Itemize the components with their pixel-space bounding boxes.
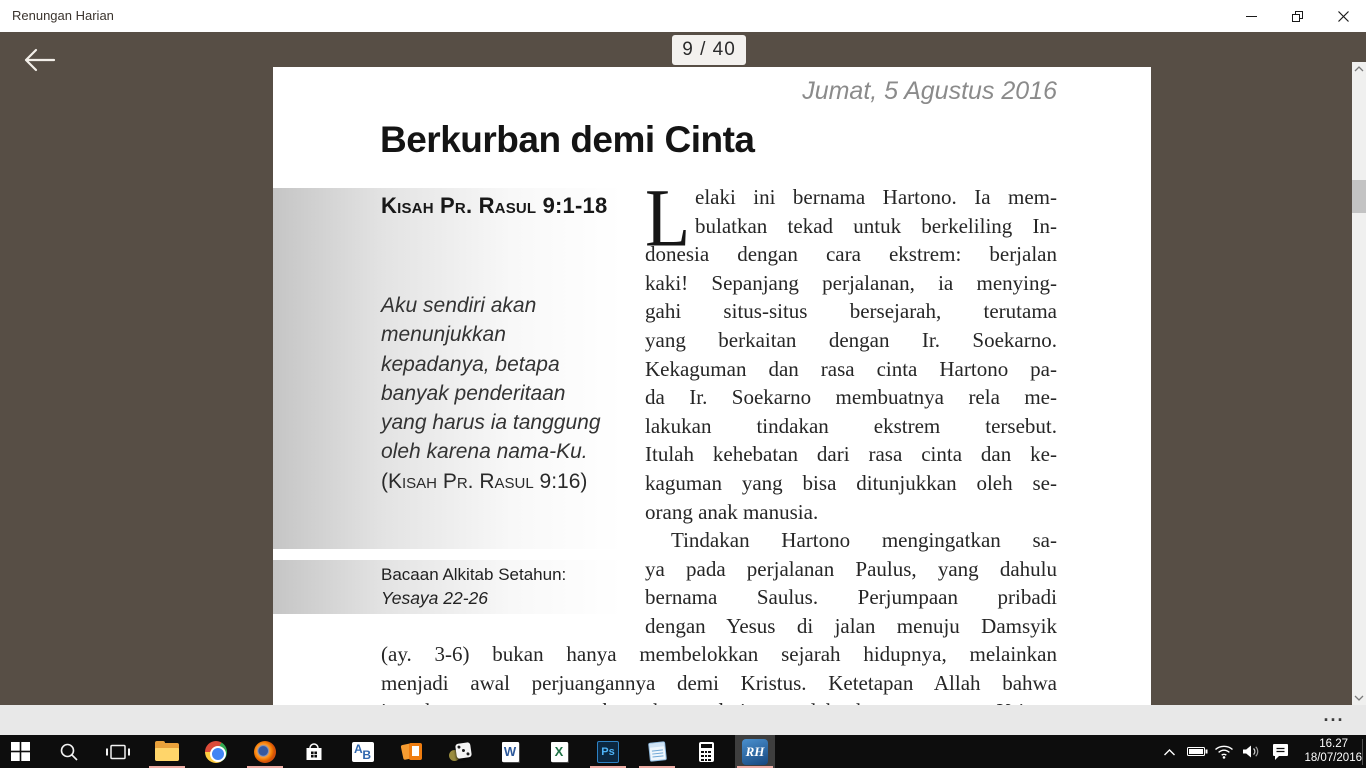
dictionary-ab-icon: A B [352, 742, 374, 762]
excel-icon: X [551, 742, 568, 762]
tray-show-hidden-icons-button[interactable] [1158, 735, 1180, 768]
body-line: Itulah kehebatan dari rasa cinta dan ke- [645, 442, 1057, 467]
taskbar-word-button[interactable] [490, 735, 530, 768]
tray-time: 16.27 [1319, 738, 1348, 750]
more-button[interactable]: ... [1323, 705, 1345, 725]
taskbar-calculator-button[interactable] [686, 735, 726, 768]
firefox-icon [254, 741, 276, 763]
body-line: gahi situs-situs bersejarah, terutama [645, 299, 1057, 324]
taskbar-dictionary-button[interactable] [343, 735, 383, 768]
document-page [273, 67, 1151, 705]
taskbar-orange-app-button[interactable] [392, 735, 432, 768]
search-icon [59, 742, 79, 762]
scrollbar-track[interactable] [1352, 62, 1366, 705]
body-line: yang berkaitan dengan Ir. Soekarno. [645, 327, 1057, 352]
quote-line: banyak penderitaan [381, 381, 566, 405]
body-line: ya pada perjalanan Paulus, yang dahulu [645, 556, 1057, 581]
back-arrow-icon [22, 47, 56, 73]
window-title: Renungan Harian [12, 8, 114, 23]
scroll-up-button[interactable] [1352, 62, 1366, 76]
taskbar-firefox-button[interactable] [245, 735, 285, 768]
restore-button[interactable] [1274, 0, 1320, 32]
windows-store-icon [304, 741, 324, 763]
taskbar-notepad-button[interactable] [637, 735, 677, 768]
taskbar [0, 735, 1366, 768]
body-line: donesia dengan cara ekstrem: berjalan [645, 242, 1057, 267]
scroll-down-button[interactable] [1352, 691, 1366, 705]
yearly-reading-value: Yesaya 22-26 [381, 588, 489, 608]
windows-logo-icon [11, 742, 30, 761]
taskbar-renungan-harian-button[interactable] [735, 735, 775, 768]
notepad-icon [648, 741, 667, 762]
title-bar [0, 0, 1366, 32]
scroll-up-icon [1354, 66, 1364, 72]
quote-line: kepadanya, betapa [381, 352, 560, 376]
tray-clock-button[interactable] [1292, 737, 1362, 767]
calculator-icon [699, 742, 714, 762]
taskbar-start-button[interactable] [0, 735, 40, 768]
scrollbar-thumb[interactable] [1352, 180, 1366, 213]
tray-volume-button[interactable] [1238, 735, 1264, 768]
tray-date: 18/07/2016 [1304, 752, 1362, 764]
taskbar-search-button[interactable] [49, 735, 89, 768]
tray-wifi-button[interactable] [1212, 735, 1236, 768]
word-icon: W [502, 742, 519, 762]
page-indicator: 9 / 40 [672, 35, 746, 65]
renungan-harian-icon: RH [742, 739, 768, 765]
wifi-icon [1214, 744, 1234, 759]
taskbar-dice-game-button[interactable] [441, 735, 481, 768]
body-line: (ay. 3-6) bukan hanya membelokkan sejarah hidupnya, melainkan [381, 642, 1057, 666]
restore-icon [1292, 11, 1303, 22]
body-line: kaguman yang bisa ditunjukkan oleh se- [645, 470, 1057, 495]
passage-reference: Kisah Pr. Rasul 9:1-18 [381, 193, 608, 218]
body-line: elaki ini bernama Hartono. Ia mem- [695, 185, 1057, 209]
drop-cap: L [645, 172, 691, 265]
taskbar-task-view-button[interactable] [98, 735, 138, 768]
quote-line: yang harus ia tanggung [381, 411, 601, 435]
minimize-button[interactable] [1228, 0, 1274, 32]
action-center-icon [1270, 742, 1291, 761]
body-line: dengan Yesus di jalan menuju Damsyik [645, 613, 1057, 638]
quote-line: Aku sendiri akan [381, 294, 537, 317]
show-desktop-divider[interactable] [1362, 739, 1363, 765]
devotional-date: Jumat, 5 Agustus 2016 [802, 77, 1057, 105]
body-line: bernama Saulus. Perjumpaan pribadi [645, 585, 1057, 610]
body-line: Kekaguman dan rasa cinta Hartono pa- [645, 356, 1057, 381]
tray-action-center-button[interactable] [1266, 735, 1294, 768]
quote-line: oleh karena nama-Ku. [381, 440, 588, 464]
tray-battery-button[interactable] [1184, 735, 1210, 768]
body-line: menjadi awal perjuangannya demi Kristus. Ketetapan Allah bahwa [381, 670, 1057, 695]
devotional-title: Berkurban demi Cinta [380, 119, 755, 160]
task-view-icon [106, 744, 130, 760]
taskbar-chrome-button[interactable] [196, 735, 236, 768]
chrome-icon [205, 741, 227, 763]
body-line: da Ir. Soekarno membuatnya rela me- [645, 385, 1057, 410]
file-explorer-icon [155, 743, 179, 761]
taskbar-photoshop-button[interactable] [588, 735, 628, 768]
volume-icon [1242, 744, 1261, 759]
close-icon [1338, 11, 1349, 22]
taskbar-store-button[interactable] [294, 735, 334, 768]
minimize-icon [1246, 16, 1257, 17]
scroll-down-icon [1354, 695, 1364, 701]
taskbar-file-explorer-button[interactable] [147, 735, 187, 768]
taskbar-excel-button[interactable] [539, 735, 579, 768]
chevron-up-icon [1163, 748, 1176, 756]
yearly-reading-label: Bacaan Alkitab Setahun: [381, 565, 567, 584]
back-button[interactable] [16, 42, 62, 78]
quote-reference: (Kisah Pr. Rasul 9:16) [381, 469, 588, 493]
dice-game-icon [449, 741, 473, 763]
battery-icon [1187, 746, 1208, 757]
body-line: lakukan tindakan ekstrem tersebut. [645, 413, 1057, 438]
body-line: Tindakan Hartono mengingatkan sa- [671, 528, 1057, 553]
body-line: orang anak manusia. [645, 499, 819, 524]
close-button[interactable] [1320, 0, 1366, 32]
body-line: bulatkan tekad untuk berkeliling In- [695, 213, 1057, 238]
quote-line: menunjukkan [381, 323, 506, 347]
body-line: kaki! Sepanjang perjalanan, ia menying- [645, 270, 1057, 295]
article-body-column [645, 172, 1057, 641]
verse-quote [381, 291, 643, 496]
orange-docs-icon [400, 741, 424, 763]
photoshop-icon: Ps [597, 741, 619, 763]
app-bottom-bar [0, 705, 1366, 735]
